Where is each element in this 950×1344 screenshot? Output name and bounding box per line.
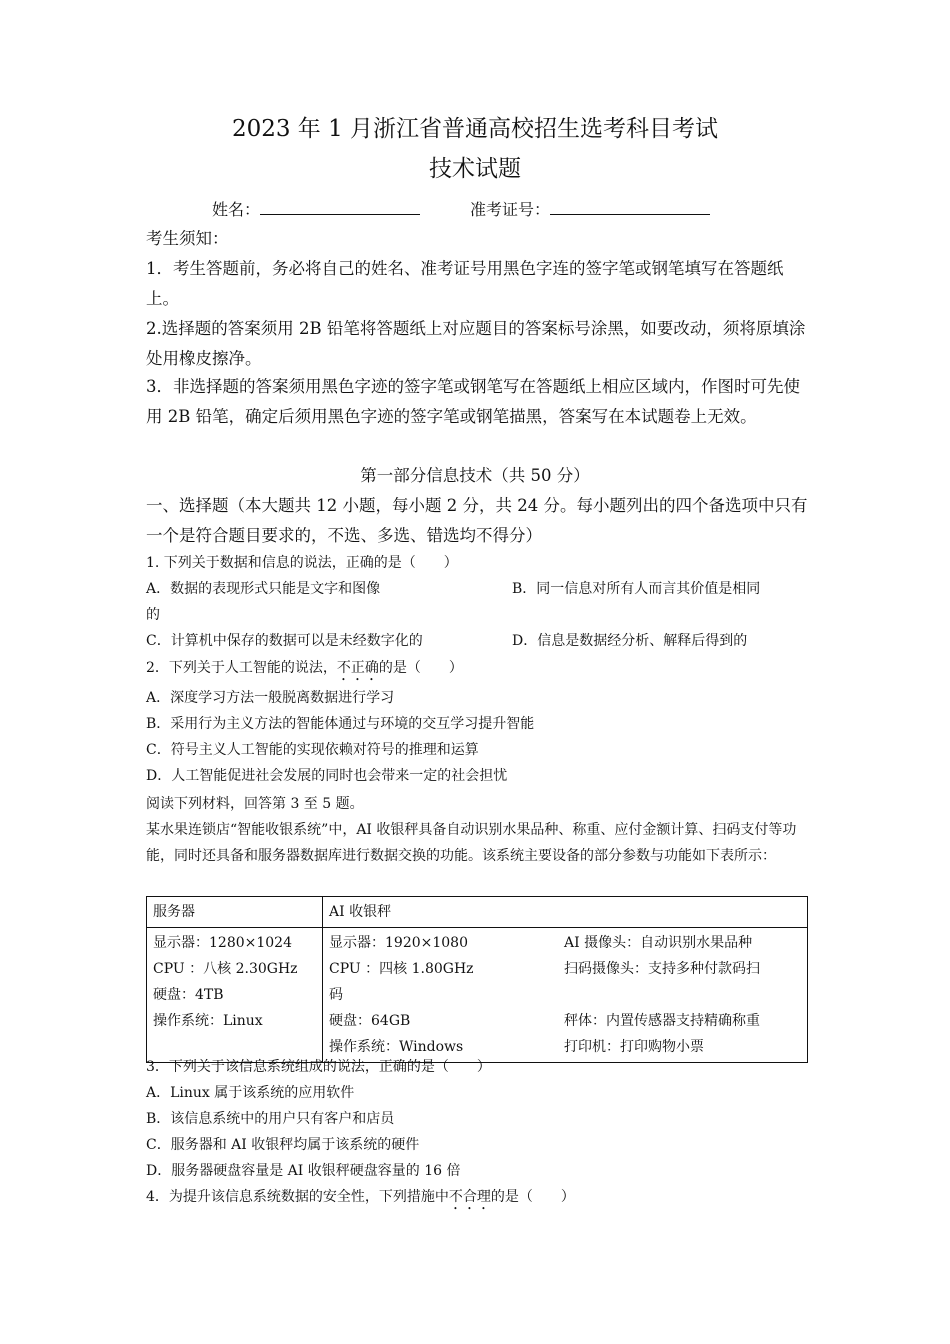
q3-option-d: D．服务器硬盘容量是 AI 收银秤硬盘容量的 16 倍 xyxy=(146,1163,461,1179)
ai-spec-left: 显示器：1920×1080 xyxy=(329,935,468,951)
q1-option-b: B．同一信息对所有人而言其价值是相同 xyxy=(512,581,761,597)
server-spec: 操作系统：Linux xyxy=(153,1013,263,1029)
q1-options-cd xyxy=(146,628,808,654)
q1-options-ab xyxy=(146,576,808,602)
q3-option-c: C．服务器和 AI 收银秤均属于该系统的硬件 xyxy=(146,1137,420,1153)
q2-stem-emphasis: 不正确 xyxy=(336,660,379,676)
q1-option-c: C．计算机中保存的数据可以是未经数字化的 xyxy=(146,633,423,649)
ai-specs xyxy=(323,928,808,1063)
q2-stem xyxy=(146,655,808,684)
q4-stem xyxy=(146,1184,808,1213)
reading-intro: 阅读下列材料，回答第 3 至 5 题。 xyxy=(146,796,364,812)
id-blank xyxy=(550,200,710,215)
q2-option-c: C．符号主义人工智能的实现依赖对符号的推理和运算 xyxy=(146,742,479,758)
exam-title: 2023 年 1 月浙江省普通高校招生选考科目考试 xyxy=(231,116,719,142)
ai-spec-left: CPU ：四核 1.80GHz xyxy=(329,961,474,977)
q3-option-b: B．该信息系统中的用户只有客户和店员 xyxy=(146,1111,395,1127)
table-head-server: 服务器 xyxy=(147,897,323,928)
notice-item: 3．非选择题的答案须用黑色字迹的签字笔或钢笔写在答题纸上相应区域内，作图时可先使用 2B 铅笔，确定后须用黑色字迹的签字笔或钢笔描黑，答案写在本试题卷上无效。 xyxy=(146,377,800,426)
q4-stem-post: 的是（ ） xyxy=(490,1189,575,1205)
server-specs xyxy=(147,928,323,1063)
server-spec: 显示器：1280×1024 xyxy=(153,935,292,951)
q2-option-a: A．深度学习方法一般脱离数据进行学习 xyxy=(146,690,395,706)
notice-item: 2.选择题的答案须用 2B 铅笔将答题纸上对应题目的答案标号涂黑，如要改动，须将原填涂处用橡皮擦净。 xyxy=(146,319,806,368)
q1-option-d: D．信息是数据经分析、解释后得到的 xyxy=(512,633,748,649)
name-blank xyxy=(260,200,420,215)
q1-option-b-tail: 的 xyxy=(146,607,160,623)
q3-stem: 3．下列关于该信息系统组成的说法，正确的是（ ） xyxy=(146,1059,491,1075)
id-label: 准考证号： xyxy=(470,200,551,219)
spec-table xyxy=(146,896,808,1063)
q4-stem-pre: 4．为提升该信息系统数据的安全性，下列措施中 xyxy=(146,1189,449,1205)
ai-spec-right: 打印机：打印购物小票 xyxy=(564,1039,704,1055)
reading-paragraph: 某水果连锁店“智能收银系统”中，AI 收银秤具备自动识别水果品种、称重、应付金额计算、扫码支付等功能，同时还具备和服务器数据库进行数据交换的功能。该系统主要设备的部分参数与功能如下表所示： xyxy=(146,822,797,864)
exam-subtitle: 技术试题 xyxy=(429,156,521,182)
q1-stem: 1. 下列关于数据和信息的说法，正确的是（ ） xyxy=(146,555,458,571)
server-spec: CPU ：八核 2.30GHz xyxy=(153,961,298,977)
q2-stem-pre: 2．下列关于人工智能的说法， xyxy=(146,660,337,676)
ai-spec-left: 硬盘：64GB xyxy=(329,1013,411,1029)
name-label: 姓名： xyxy=(212,200,261,219)
ai-spec-left: 操作系统：Windows xyxy=(329,1039,464,1055)
ai-spec-right: AI 摄像头：自动识别水果品种 xyxy=(564,935,753,951)
ai-spec-right xyxy=(564,982,801,1008)
section-title: 第一部分信息技术（共 50 分） xyxy=(360,466,590,485)
ai-spec-right: 扫码摄像头：支持多种付款码扫 xyxy=(564,961,760,977)
notice-heading: 考生须知： xyxy=(146,229,229,248)
q4-stem-emphasis: 不合理 xyxy=(448,1189,491,1205)
q2-option-d: D．人工智能促进社会发展的同时也会带来一定的社会担忧 xyxy=(146,768,508,784)
q2-option-b: B．采用行为主义方法的智能体通过与环境的交互学习提升智能 xyxy=(146,716,535,732)
candidate-fields xyxy=(212,197,760,220)
part-instructions: 一、选择题（本大题共 12 小题，每小题 2 分，共 24 分。每小题列出的四个备选项中只有一个是符合题目要求的，不选、多选、错选均不得分） xyxy=(146,496,808,545)
q2-stem-post: 的是（ ） xyxy=(378,660,463,676)
notice-item: 1．考生答题前，务必将自己的姓名、准考证号用黑色字连的签字笔或钢笔填写在答题纸上。 xyxy=(146,259,784,308)
server-spec: 硬盘：4TB xyxy=(153,987,224,1003)
q3-option-a: A．Linux 属于该系统的应用软件 xyxy=(146,1085,355,1101)
table-head-ai: AI 收银秤 xyxy=(323,897,808,928)
ai-spec-left: 码 xyxy=(329,987,343,1003)
ai-spec-right: 秤体：内置传感器支持精确称重 xyxy=(564,1013,760,1029)
q1-option-a: A．数据的表现形式只能是文字和图像 xyxy=(146,581,381,597)
